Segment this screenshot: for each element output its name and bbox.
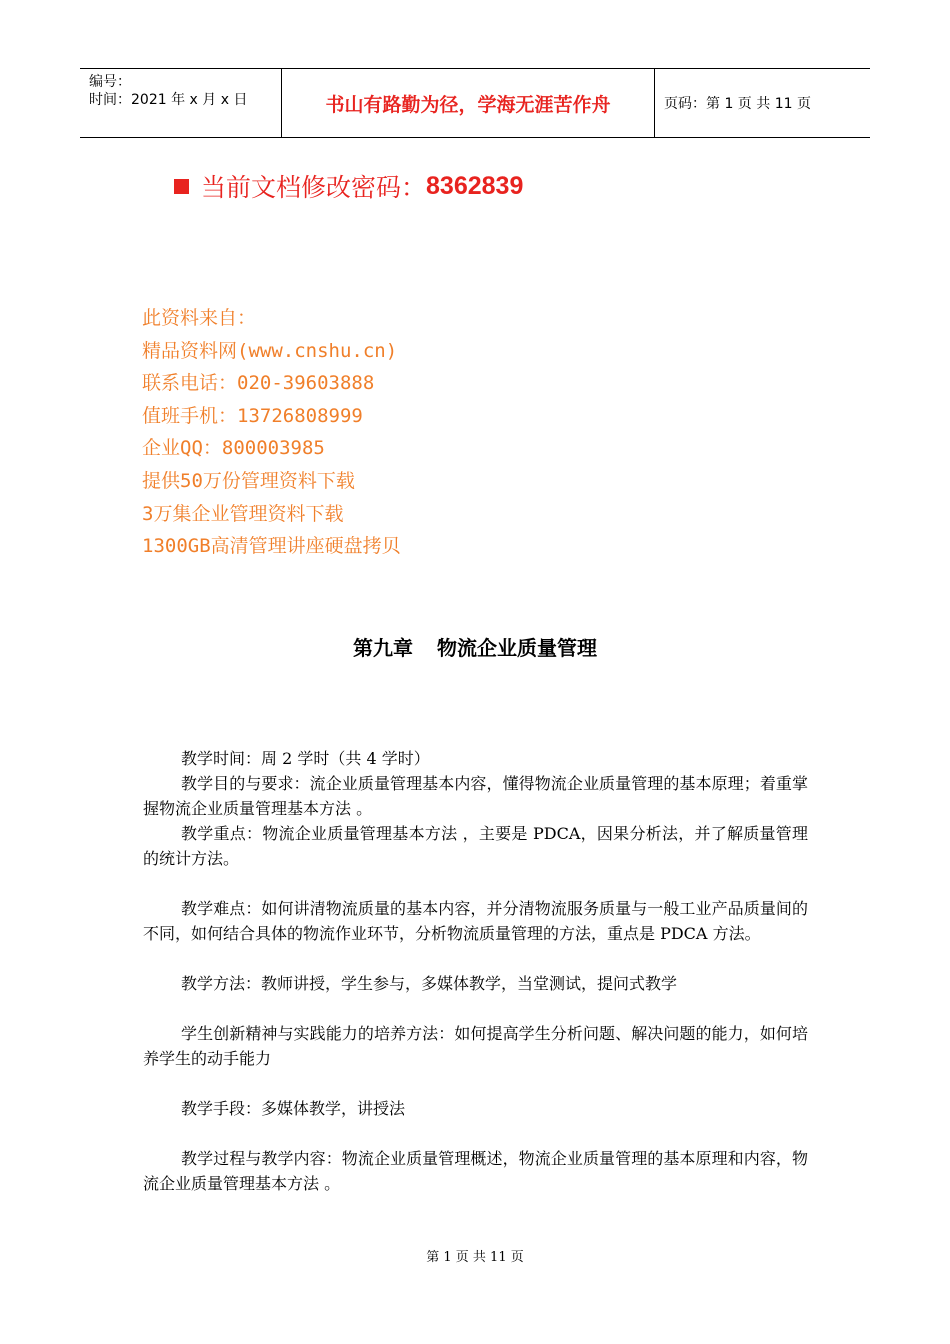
source-info — [142, 302, 401, 563]
paragraph: 教学过程与教学内容：物流企业质量管理概述，物流企业质量管理的基本原理和内容，物流企业质量管理基本方法 。 — [143, 1149, 808, 1193]
password-code: 8362839 — [426, 171, 524, 200]
source-line: 此资料来自： — [142, 307, 257, 329]
paragraph: 教学重点：物流企业质量管理基本方法 ，主要是 PDCA，因果分析法，并了解质量管理的统计方法。 — [143, 824, 808, 868]
paragraph: 教学目的与要求：流企业质量管理基本内容，懂得物流企业质量管理的基本原理；着重掌握物流企业质量管理基本方法 。 — [143, 774, 808, 818]
paragraph: 教学方法：教师讲授，学生参与，多媒体教学，当堂测试，提问式教学 — [181, 974, 678, 993]
source-line: 3万集企业管理资料下载 — [142, 502, 344, 525]
source-line: 1300GB高清管理讲座硬盘拷贝 — [142, 535, 401, 558]
chapter-heading — [0, 632, 950, 661]
source-line: 精品资料网(www.cnshu.cn) — [142, 339, 398, 362]
chapter-title: 物流企业质量管理 — [437, 636, 597, 660]
paragraph: 教学难点：如何讲清物流质量的基本内容，并分清物流服务质量与一般工业产品质量间的不同，如何结合具体的物流作业环节，分析物流质量管理的方法，重点是 PDCA 方法。 — [143, 899, 808, 943]
password-notice — [174, 168, 523, 204]
source-line: 值班手机：13726808999 — [142, 404, 363, 427]
source-line: 联系电话：020-39603888 — [142, 372, 375, 395]
paragraph: 教学手段：多媒体教学，讲授法 — [181, 1099, 406, 1118]
paragraph: 学生创新精神与实践能力的培养方法：如何提高学生分析问题、解决问题的能力，如何培养学生的动手能力 — [143, 1024, 808, 1068]
source-line: 提供50万份管理资料下载 — [142, 469, 355, 492]
document-time: 时间：2021 年 x 月 x 日 — [89, 92, 248, 108]
document-body — [143, 746, 808, 1196]
bullet-square-icon — [174, 179, 189, 194]
header-meta — [80, 69, 281, 137]
paragraph: 教学时间：周 2 学时（共 4 学时） — [181, 749, 430, 768]
chapter-number: 第九章 — [353, 636, 413, 660]
source-line: 企业QQ：800003985 — [142, 437, 325, 460]
page-header — [80, 68, 870, 138]
page-footer: 第 1 页 共 11 页 — [426, 1250, 524, 1265]
password-label: 当前文档修改密码： — [201, 173, 427, 202]
header-motto: 书山有路勤为径，学海无涯苦作舟 — [281, 69, 655, 137]
document-number-label: 编号： — [89, 74, 131, 90]
header-page-info: 页码：第 1 页 共 11 页 — [664, 96, 811, 112]
